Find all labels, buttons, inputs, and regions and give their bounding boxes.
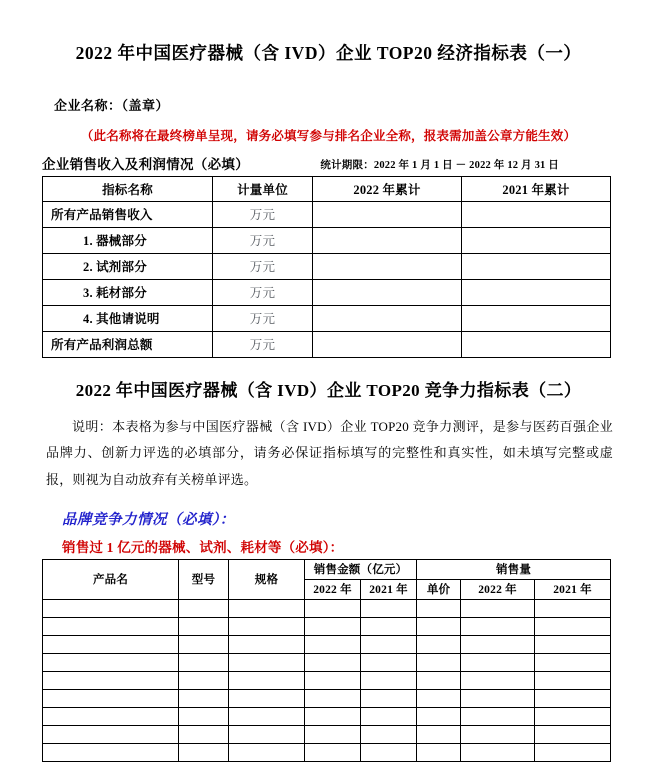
cell-indicator-name: 3. 耗材部分: [43, 279, 213, 305]
cell-model[interactable]: [179, 617, 229, 635]
table1-caption-row: [24, 144, 633, 173]
cell-product-name[interactable]: [43, 743, 179, 761]
cell-unit-price[interactable]: [417, 599, 461, 617]
cell-unit-price[interactable]: [417, 617, 461, 635]
col-header-spec: 规格: [229, 559, 305, 599]
table-row: [43, 331, 611, 357]
cell-model[interactable]: [179, 707, 229, 725]
cell-spec[interactable]: [229, 725, 305, 743]
cell-volume-2021[interactable]: [535, 707, 611, 725]
page-title-economic-indicators: 2022 年中国医疗器械（含 IVD）企业 TOP20 经济指标表（一）: [75, 43, 582, 63]
cell-unit: 万元: [213, 227, 313, 253]
table-row: [43, 279, 611, 305]
cell-product-name[interactable]: [43, 689, 179, 707]
cell-volume-2021[interactable]: [535, 671, 611, 689]
cell-spec[interactable]: [229, 599, 305, 617]
col-header-sales-volume: 销售量: [417, 559, 611, 579]
cell-product-name[interactable]: [43, 617, 179, 635]
cell-amount-2021[interactable]: [361, 743, 417, 761]
col-header-unit: 计量单位: [213, 176, 313, 201]
table-row: [43, 253, 611, 279]
cell-2022-total[interactable]: [313, 305, 462, 331]
cell-volume-2021[interactable]: [535, 689, 611, 707]
cell-spec[interactable]: [229, 635, 305, 653]
cell-amount-2022[interactable]: [305, 707, 361, 725]
cell-indicator-name: 所有产品利润总额: [43, 331, 213, 357]
table1-caption: 企业销售收入及利润情况（必填）: [42, 156, 249, 172]
cell-unit-price[interactable]: [417, 671, 461, 689]
table-header-row-group: [43, 559, 611, 579]
cell-2021-total[interactable]: [462, 227, 611, 253]
cell-volume-2022[interactable]: [461, 671, 535, 689]
cell-product-name[interactable]: [43, 707, 179, 725]
cell-model[interactable]: [179, 635, 229, 653]
cell-spec[interactable]: [229, 707, 305, 725]
cell-2022-total[interactable]: [313, 227, 462, 253]
cell-unit-price[interactable]: [417, 707, 461, 725]
sales-over-100m-heading: 销售过 1 亿元的器械、试剂、耗材等（必填）：: [62, 539, 344, 555]
table-header-row: [43, 176, 611, 201]
cell-indicator-name: 所有产品销售收入: [43, 201, 213, 227]
cell-volume-2022[interactable]: [461, 653, 535, 671]
cell-amount-2022[interactable]: [305, 635, 361, 653]
col-header-2022-total: 2022 年累计: [313, 176, 462, 201]
table-row: [43, 201, 611, 227]
cell-amount-2022[interactable]: [305, 599, 361, 617]
cell-amount-2022[interactable]: [305, 743, 361, 761]
cell-volume-2021[interactable]: [535, 635, 611, 653]
cell-unit: 万元: [213, 279, 313, 305]
page-title-competitiveness-indicators: 2022 年中国医疗器械（含 IVD）企业 TOP20 竞争力指标表（二）: [75, 380, 582, 400]
cell-2021-total[interactable]: [462, 279, 611, 305]
cell-model[interactable]: [179, 671, 229, 689]
statistics-period-label: 统计期限：2022 年 1 月 1 日 － 2022 年 12 月 31 日: [320, 159, 559, 171]
cell-unit: 万元: [213, 201, 313, 227]
product-sales-table-head: [43, 559, 611, 599]
col-header-amount-2022: 2022 年: [305, 579, 361, 599]
cell-volume-2021[interactable]: [535, 617, 611, 635]
col-header-indicator-name: 指标名称: [43, 176, 213, 201]
col-header-sales-amount: 销售金额（亿元）: [305, 559, 417, 579]
cell-2022-total[interactable]: [313, 201, 462, 227]
cell-volume-2021[interactable]: [535, 743, 611, 761]
cell-amount-2022[interactable]: [305, 671, 361, 689]
cell-spec[interactable]: [229, 689, 305, 707]
cell-volume-2021[interactable]: [535, 599, 611, 617]
table-row: [43, 599, 611, 617]
cell-amount-2021[interactable]: [361, 689, 417, 707]
cell-2021-total[interactable]: [462, 305, 611, 331]
col-header-product-name: 产品名: [43, 559, 179, 599]
cell-unit-price[interactable]: [417, 635, 461, 653]
cell-spec[interactable]: [229, 653, 305, 671]
table-row: [43, 305, 611, 331]
cell-unit: 万元: [213, 331, 313, 357]
col-header-amount-2021: 2021 年: [361, 579, 417, 599]
cell-unit-price[interactable]: [417, 725, 461, 743]
explanatory-note-paragraph: 说明：本表格为参与中国医疗器械（含 IVD）企业 TOP20 竞争力测评，是参与医药百强企业品牌力、创新力评选的必填部分，请务必保证指标填写的完整性和真实性，如未填写完整或虚报，则视为自动放弃有关榜单评选。: [46, 418, 613, 488]
cell-volume-2022[interactable]: [461, 743, 535, 761]
cell-volume-2022[interactable]: [461, 707, 535, 725]
cell-amount-2021[interactable]: [361, 653, 417, 671]
cell-unit-price[interactable]: [417, 689, 461, 707]
cell-product-name[interactable]: [43, 725, 179, 743]
cell-volume-2022[interactable]: [461, 725, 535, 743]
cell-amount-2021[interactable]: [361, 671, 417, 689]
table-row: [43, 725, 611, 743]
cell-2021-total[interactable]: [462, 253, 611, 279]
col-header-2021-total: 2021 年累计: [462, 176, 611, 201]
cell-amount-2022[interactable]: [305, 725, 361, 743]
brand-competitiveness-heading: 品牌竞争力情况（必填）：: [62, 511, 235, 528]
table-row: [43, 671, 611, 689]
cell-2021-total[interactable]: [462, 331, 611, 357]
cell-product-name[interactable]: [43, 671, 179, 689]
cell-model[interactable]: [179, 599, 229, 617]
cell-volume-2022[interactable]: [461, 689, 535, 707]
col-header-volume-2022: 2022 年: [461, 579, 535, 599]
cell-2022-total[interactable]: [313, 279, 462, 305]
cell-spec[interactable]: [229, 671, 305, 689]
economic-indicators-table-body: [43, 176, 611, 357]
cell-model[interactable]: [179, 743, 229, 761]
table-row: [43, 653, 611, 671]
cell-unit: 万元: [213, 305, 313, 331]
cell-amount-2021[interactable]: [361, 707, 417, 725]
col-header-model: 型号: [179, 559, 229, 599]
cell-indicator-name: 2. 试剂部分: [43, 253, 213, 279]
warning-note: （此名称将在最终榜单呈现，请务必填写参与排名企业全称，报表需加盖公章方能生效）: [80, 128, 577, 143]
cell-unit: 万元: [213, 253, 313, 279]
cell-volume-2022[interactable]: [461, 617, 535, 635]
cell-amount-2021[interactable]: [361, 599, 417, 617]
cell-spec[interactable]: [229, 617, 305, 635]
cell-amount-2021[interactable]: [361, 617, 417, 635]
cell-model[interactable]: [179, 689, 229, 707]
cell-amount-2022[interactable]: [305, 689, 361, 707]
cell-volume-2022[interactable]: [461, 635, 535, 653]
product-sales-table-body: [43, 599, 611, 761]
cell-amount-2022[interactable]: [305, 617, 361, 635]
cell-amount-2021[interactable]: [361, 725, 417, 743]
economic-indicators-table: [42, 176, 611, 358]
cell-2022-total[interactable]: [313, 331, 462, 357]
cell-model[interactable]: [179, 725, 229, 743]
cell-indicator-name: 4. 其他请说明: [43, 305, 213, 331]
cell-model[interactable]: [179, 653, 229, 671]
cell-2021-total[interactable]: [462, 201, 611, 227]
table-row: [43, 689, 611, 707]
cell-volume-2021[interactable]: [535, 725, 611, 743]
col-header-volume-2021: 2021 年: [535, 579, 611, 599]
cell-product-name[interactable]: [43, 599, 179, 617]
table-row: [43, 635, 611, 653]
cell-unit-price[interactable]: [417, 653, 461, 671]
table-row: [43, 743, 611, 761]
cell-product-name[interactable]: [43, 635, 179, 653]
table-row: [43, 227, 611, 253]
cell-2022-total[interactable]: [313, 253, 462, 279]
cell-indicator-name: 1. 器械部分: [43, 227, 213, 253]
cell-unit-price[interactable]: [417, 743, 461, 761]
cell-product-name[interactable]: [43, 653, 179, 671]
cell-spec[interactable]: [229, 743, 305, 761]
cell-volume-2021[interactable]: [535, 653, 611, 671]
company-name-label: 企业名称：（盖章）: [54, 97, 170, 113]
cell-amount-2022[interactable]: [305, 653, 361, 671]
product-sales-table: [42, 559, 611, 762]
table-row: [43, 707, 611, 725]
cell-amount-2021[interactable]: [361, 635, 417, 653]
table-row: [43, 617, 611, 635]
col-header-unit-price: 单价: [417, 579, 461, 599]
cell-volume-2022[interactable]: [461, 599, 535, 617]
